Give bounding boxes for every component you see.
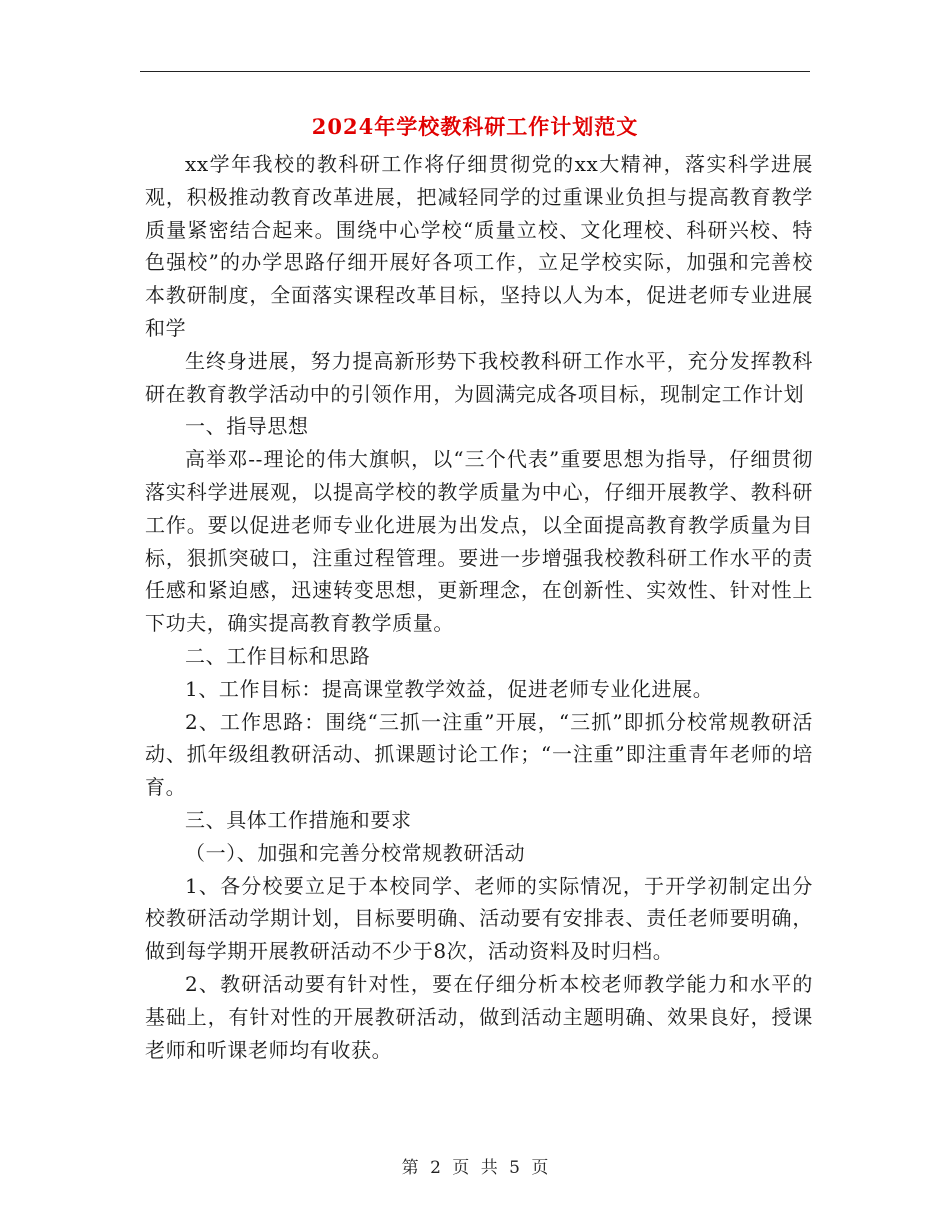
page-number-footer: 第 2 页 共 5 页: [401, 1158, 549, 1178]
paragraph-work-approach: 2、工作思路：围绕“三抓一注重”开展，“三抓”即抓分校常规教研活动、抓年级组教研活动、抓课题讨论工作；“一注重”即注重青年老师的培育。: [145, 709, 813, 800]
section-heading-2: 二、工作目标和思路: [185, 643, 371, 668]
paragraph-measure-1: 1、各分校要立足于本校同学、老师的实际情况，于开学初制定出分校教研活动学期计划，目标要明确、活动要有安排表、责任老师要明确，做到每学期开展教研活动不少于8次，活动资料及时归档。: [145, 873, 813, 964]
paragraph-work-goal: 1、工作目标：提高课堂教学效益，促进老师专业化进展。: [185, 676, 714, 701]
header-rule: [140, 71, 810, 72]
document-body: [145, 148, 813, 1066]
section-heading-3: 三、具体工作措施和要求: [185, 807, 412, 832]
paragraph-guiding-ideology: 高举邓--理论的伟大旗帜，以“三个代表”重要思想为指导，仔细贯彻落实科学进展观，以提高学校的教学质量为中心，仔细开展教学、教科研工作。要以促进老师专业化进展为出发点，以全面提高教育教学质量为目标，狠抓突破口，注重过程管理。要进一步增强我校教科研工作水平的责任感和紧迫感，迅速转变思想，更新理念，在创新性、实效性、针对性上下功夫，确实提高教育教学质量。: [145, 447, 813, 636]
section-heading-1: 一、指导思想: [185, 414, 309, 439]
paragraph-measure-2: 2、教研活动要有针对性，要在仔细分析本校老师教学能力和水平的基础上，有针对性的开展教研活动，做到活动主题明确、效果良好，授课老师和听课老师均有收获。: [145, 971, 813, 1062]
subsection-heading-1: （一）、加强和完善分校常规教研活动: [185, 840, 526, 865]
document-title: 2024年学校教科研工作计划范文: [311, 114, 639, 139]
paragraph-intro-continued: 生终身进展，努力提高新形势下我校教科研工作水平，充分发挥教科研在教育教学活动中的引领作用，为圆满完成各项目标，现制定工作计划: [145, 348, 813, 406]
paragraph-intro: xx学年我校的教科研工作将仔细贯彻党的xx大精神，落实科学进展观，积极推动教育改革进展，把减轻同学的过重课业负担与提高教育教学质量紧密结合起来。围绕中心学校“质量立校、文化理校、科研兴校、特色强校”的办学思路仔细开展好各项工作，立足学校实际，加强和完善校本教研制度，全面落实课程改革目标，坚持以人为本，促进老师专业进展和学: [145, 152, 813, 340]
